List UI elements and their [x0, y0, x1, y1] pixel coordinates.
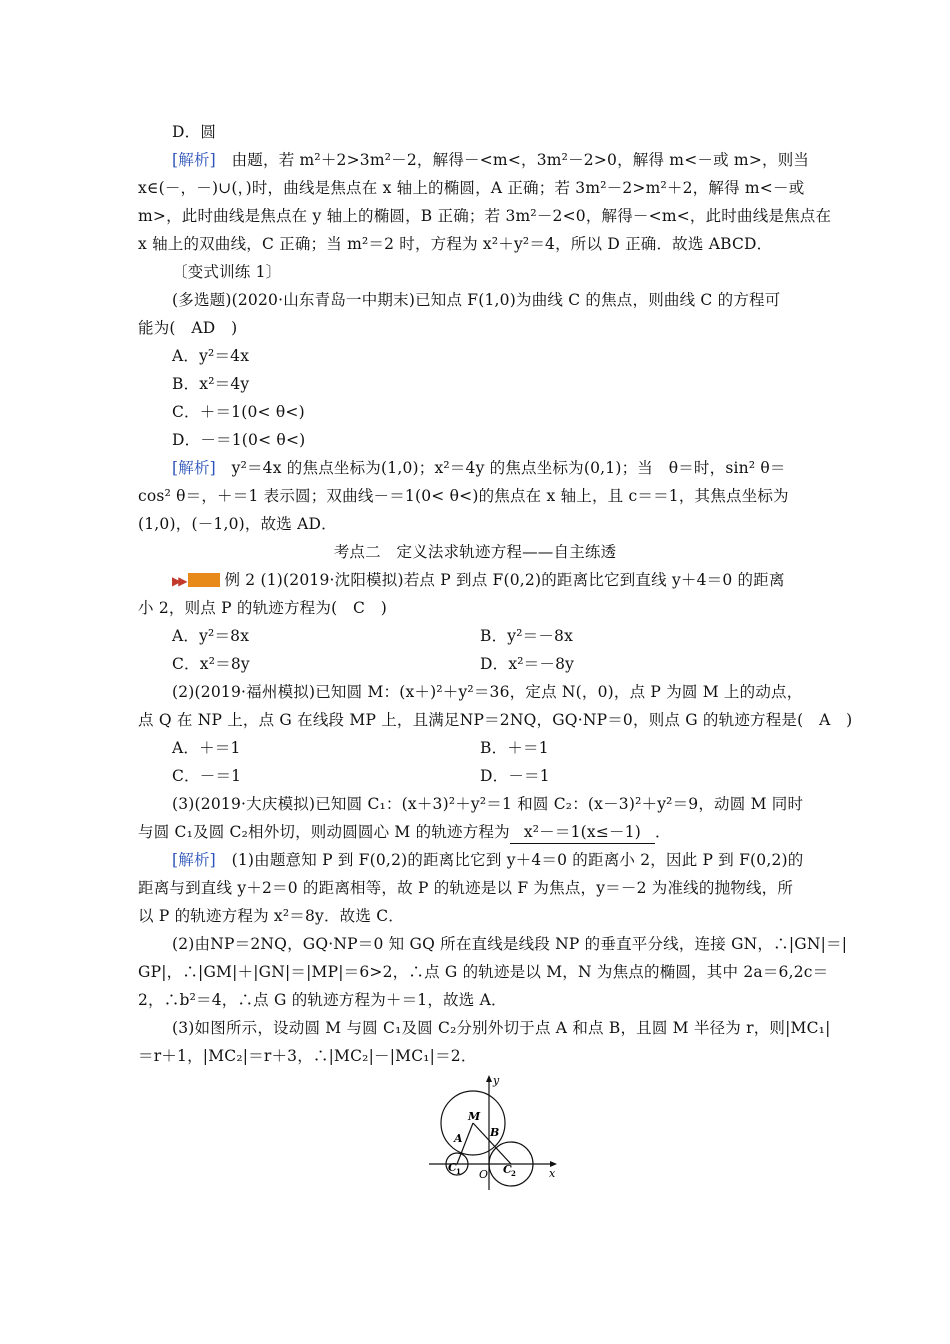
point-c2-label: C: [503, 1163, 512, 1176]
analysis-line: [172, 457, 852, 479]
analysis-text: (1)由题意知 P 到 F(0,2)的距离比它到 y＋4＝0 的距离小 2，因此 P 到 F(0,2)的: [215, 851, 804, 869]
text-line: (2)由NP＝2NQ，GQ·NP＝0 知 GQ 所在直线是线段 NP 的垂直平分线，连接 GN，∴|GN|＝|: [172, 935, 848, 953]
text-line: m>，此时曲线是焦点在 y 轴上的椭圆，B 正确；若 3m²－2<0，解得－<m<，此时曲线是焦点在: [138, 207, 832, 225]
option-c: C．x²＝8y: [172, 655, 250, 673]
point-a-label: A: [454, 1132, 463, 1145]
text-line: 以 P 的轨迹方程为 x²＝8y．故选 C．: [138, 907, 404, 925]
question-line: 能为( AD ): [138, 319, 238, 337]
analysis-text: y²＝4x 的焦点坐标为(1,0)；x²＝4y 的焦点坐标为(0,1)；当 θ＝时，sin² θ＝: [215, 459, 786, 477]
answer-blank: x²－＝1(x≤－1): [510, 821, 655, 844]
question-text: 与圆 C₁及圆 C₂相外切，则动圆圆心 M 的轨迹方程为: [138, 823, 510, 841]
question-line: (2)(2019·福州模拟)已知圆 M：(x＋)²＋y²＝36，定点 N(，0)，点 P 为圆 M 上的动点，: [172, 683, 803, 701]
option-row: [172, 625, 852, 647]
x-axis-label: x: [549, 1167, 556, 1180]
text-line: 距离与到直线 y＋2＝0 的距离相等，故 P 的轨迹是以 F 为焦点，y＝－2 为准线的抛物线，所: [138, 879, 794, 897]
option-b: B．＋＝1: [480, 739, 549, 757]
option-d: D．x²＝－8y: [480, 655, 575, 673]
question-end: ．: [655, 823, 671, 841]
text-line: ＝r＋1，|MC₂|＝r＋3，∴|MC₂|－|MC₁|＝2．: [138, 1047, 477, 1065]
analysis-tag: [解析]: [172, 851, 216, 869]
option-d: D．－＝1: [480, 767, 550, 785]
option-b: B．y²＝－8x: [480, 627, 574, 645]
question-line: (3)(2019·大庆模拟)已知圆 C₁：(x＋3)²＋y²＝1 和圆 C₂：(x－3)²＋y²＝9，动圆 M 同时: [172, 795, 804, 813]
analysis-tag: [解析]: [172, 459, 216, 477]
y-axis-label: y: [493, 1074, 500, 1087]
option-c: C．＋＝1(0< θ<): [172, 403, 305, 421]
text-line: x 轴上的双曲线，C 正确；当 m²＝2 时，方程为 x²＋y²＝4，所以 D 正确．故选 ABCD．: [138, 235, 773, 253]
option-row: [172, 653, 852, 675]
text-line: 2，∴b²＝4，∴点 G 的轨迹方程为＋＝1，故选 A．: [138, 991, 507, 1009]
origin-label: O: [479, 1168, 489, 1181]
text-line: cos² θ＝，＋＝1 表示圆；双曲线－＝1(0< θ<)的焦点在 x 轴上，且 c＝＝1，其焦点坐标为: [138, 487, 789, 505]
section-heading: 考点二 定义法求轨迹方程——自主练透: [333, 543, 617, 561]
option-row: [172, 737, 852, 759]
analysis-line: [172, 849, 852, 871]
circles-figure: [425, 1070, 565, 1195]
point-b-label: B: [490, 1126, 500, 1139]
option-a: A．y²＝8x: [172, 627, 250, 645]
text-line: (3)如图所示，设动圆 M 与圆 C₁及圆 C₂分别外切于点 A 和点 B，且圆 M 半径为 r，则|MC₁|: [172, 1019, 831, 1037]
text-line: 小 2，则点 P 的轨迹方程为( C ): [138, 599, 388, 617]
example-badge-icon: [188, 573, 220, 587]
point-m-label: M: [468, 1110, 481, 1123]
text-line: GP|，∴|GM|＋|GN|＝|MP|＝6>2，∴点 G 的轨迹是以 M，N 为焦点的椭圆，其中 2a＝6,2c＝: [138, 963, 829, 981]
point-c2-subscript: 2: [511, 1169, 516, 1178]
double-arrow-icon: ▶▶: [172, 574, 185, 588]
exercise-heading: 〔变式训练 1〕: [172, 263, 282, 281]
option-a: A．＋＝1: [172, 739, 241, 757]
text-line: (1,0)，(－1,0)，故选 AD．: [138, 515, 337, 533]
option-row: [172, 765, 852, 787]
example-text: 例 2 (1)(2019·沈阳模拟)若点 P 到点 F(0,2)的距离比它到直线 y＋4＝0 的距离: [224, 571, 785, 589]
question-line: [138, 821, 818, 844]
text-line: x∈(－，－)∪(，)时，曲线是焦点在 x 轴上的椭圆，A 正确；若 3m²－2>m²＋2，解得 m<－或: [138, 179, 805, 197]
option-a: A．y²＝4x: [172, 347, 250, 365]
example-line: [172, 569, 852, 592]
question-line: (多选题)(2020·山东青岛一中期末)已知点 F(1,0)为曲线 C 的焦点，则曲线 C 的方程可: [172, 291, 781, 309]
option-d: D．－＝1(0< θ<): [172, 431, 306, 449]
analysis-text: 由题，若 m²＋2>3m²－2，解得－<m<，3m²－2>0，解得 m<－或 m>，则当: [215, 151, 810, 169]
option-d-line: D．圆: [172, 123, 217, 141]
analysis-tag: [解析]: [172, 151, 216, 169]
option-b: B．x²＝4y: [172, 375, 250, 393]
option-c: C．－＝1: [172, 767, 242, 785]
analysis-line: [172, 149, 852, 171]
point-c1-label: C: [448, 1161, 457, 1174]
question-line: 点 Q 在 NP 上，点 G 在线段 MP 上，且满足NP＝2NQ，GQ·NP＝0，则点 G 的轨迹方程是( A ): [138, 711, 853, 729]
point-c1-subscript: 1: [456, 1167, 461, 1176]
